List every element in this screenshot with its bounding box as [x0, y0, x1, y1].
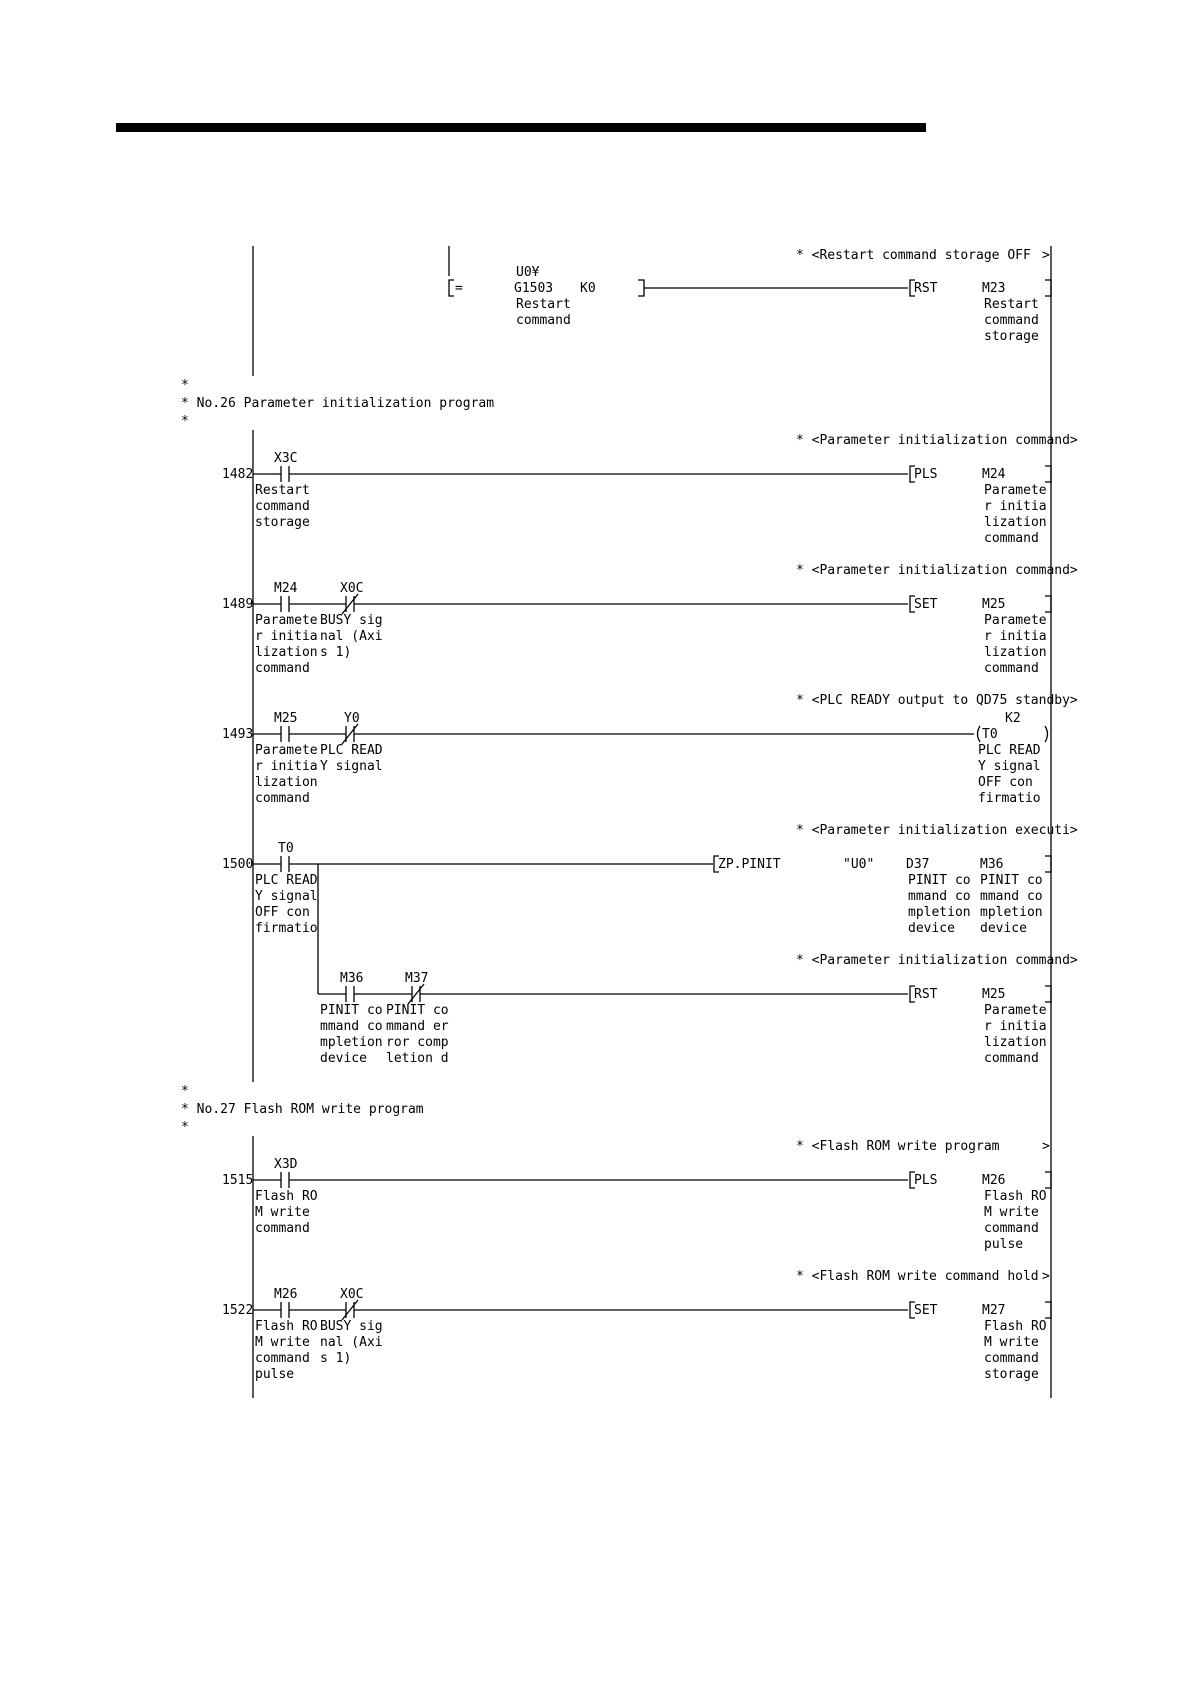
contact-comment	[386, 1003, 449, 1066]
comparison-device-comment	[516, 297, 571, 328]
svg-text:Flash RO: Flash RO	[984, 1189, 1047, 1204]
instruction-name: PLS	[914, 1173, 938, 1188]
svg-text:Paramete: Paramete	[984, 1003, 1047, 1018]
contact-no	[281, 466, 289, 482]
contact-no	[281, 596, 289, 612]
instruction-bracket-right	[1045, 856, 1051, 872]
rung-comment: * <PLC READY output to QD75 standby>	[796, 693, 1078, 708]
contact-device: M25	[274, 711, 298, 726]
svg-text:r initia: r initia	[984, 629, 1047, 644]
rung-comment: * <Flash ROM write program	[796, 1139, 1000, 1154]
rung-comment: * <Flash ROM write command hold	[796, 1269, 1039, 1284]
operand-comment	[984, 613, 1047, 676]
section-marker: *	[181, 1120, 189, 1135]
svg-text:mmand co: mmand co	[908, 889, 971, 904]
svg-text:mpletion: mpletion	[908, 905, 971, 920]
contact-device: M26	[274, 1287, 298, 1302]
svg-text:PINIT co: PINIT co	[320, 1003, 383, 1018]
instruction-operand: M27	[982, 1303, 1006, 1318]
svg-text:device: device	[980, 921, 1027, 936]
svg-text:firmatio: firmatio	[978, 791, 1041, 806]
svg-text:BUSY sig: BUSY sig	[320, 613, 383, 628]
svg-text:Paramete: Paramete	[984, 483, 1047, 498]
contact-comment	[255, 1319, 318, 1382]
rung-comment: * <Parameter initialization command>	[796, 563, 1078, 578]
svg-text:M write: M write	[984, 1205, 1039, 1220]
svg-text:firmatio: firmatio	[255, 921, 318, 936]
contact-comment	[255, 743, 318, 806]
instruction-bracket-right	[1045, 466, 1051, 482]
contact-device: X0C	[340, 581, 364, 596]
rung-1500	[222, 823, 1078, 1066]
coil-device: T0	[982, 727, 998, 742]
rung-comment: * <Parameter initialization executi>	[796, 823, 1078, 838]
svg-text:PINIT co: PINIT co	[980, 873, 1043, 888]
svg-text:letion d: letion d	[386, 1051, 449, 1066]
rung-1522	[222, 1269, 1051, 1382]
instruction-name: SET	[914, 597, 938, 612]
svg-text:Paramete: Paramete	[255, 613, 318, 628]
svg-text:lization: lization	[984, 1035, 1047, 1050]
rung-comment: * <Parameter initialization command>	[796, 433, 1078, 448]
step-number: 1522	[222, 1303, 254, 1318]
svg-text:BUSY sig: BUSY sig	[320, 1319, 383, 1334]
svg-text:PLC READ: PLC READ	[320, 743, 383, 758]
contact-device: X3C	[274, 451, 298, 466]
svg-text:Flash RO: Flash RO	[255, 1189, 318, 1204]
contact-comment	[320, 1319, 383, 1366]
svg-text:command: command	[255, 1221, 310, 1236]
instruction-name: PLS	[914, 467, 938, 482]
section-marker: *	[181, 1084, 189, 1099]
comparison-operator: =	[455, 281, 463, 296]
instruction-operand: M23	[982, 281, 1006, 296]
step-number: 1493	[222, 727, 254, 742]
coil-left	[978, 726, 981, 742]
instruction-operand: M24	[982, 467, 1006, 482]
svg-text:pulse: pulse	[255, 1367, 295, 1382]
svg-text:PLC READ: PLC READ	[255, 873, 318, 888]
contact-device: Y0	[344, 711, 360, 726]
svg-text:r initia: r initia	[984, 499, 1047, 514]
svg-text:lization: lization	[984, 645, 1047, 660]
svg-text:command: command	[984, 531, 1039, 546]
svg-text:storage: storage	[255, 515, 310, 530]
svg-text:M write: M write	[255, 1205, 310, 1220]
svg-text:OFF con: OFF con	[978, 775, 1033, 790]
svg-text:mpletion: mpletion	[980, 905, 1043, 920]
svg-text:PINIT co: PINIT co	[386, 1003, 449, 1018]
svg-text:Flash RO: Flash RO	[984, 1319, 1047, 1334]
contact-comment	[255, 483, 310, 530]
svg-text:lization: lization	[255, 645, 318, 660]
comparison-constant: K0	[580, 281, 596, 296]
svg-text:Flash RO: Flash RO	[255, 1319, 318, 1334]
step-number: 1482	[222, 467, 254, 482]
svg-text:nal (Axi: nal (Axi	[320, 1335, 383, 1350]
instruction-operand: M36	[980, 857, 1004, 872]
svg-text:s 1): s 1)	[320, 1351, 352, 1366]
svg-text:Y signal: Y signal	[255, 889, 318, 904]
svg-text:mmand co: mmand co	[320, 1019, 383, 1034]
contact-comment	[320, 743, 383, 774]
instruction-name: ZP.PINIT	[718, 857, 781, 872]
operand-comment	[984, 1003, 1047, 1066]
step-number: 1515	[222, 1173, 254, 1188]
contact-comment	[320, 1003, 383, 1066]
svg-text:M write: M write	[984, 1335, 1039, 1350]
rung-1515	[222, 1139, 1051, 1252]
svg-text:r initia: r initia	[984, 1019, 1047, 1034]
svg-text:nal (Axi: nal (Axi	[320, 629, 383, 644]
instruction-operand: M25	[982, 597, 1006, 612]
instruction-bracket-right	[1045, 1172, 1051, 1188]
svg-text:storage: storage	[984, 1367, 1039, 1382]
svg-text:ror comp: ror comp	[386, 1035, 449, 1050]
operand-comment	[984, 297, 1039, 344]
comparison-bracket-right	[638, 280, 644, 296]
svg-text:device: device	[908, 921, 955, 936]
svg-text:Restart: Restart	[255, 483, 310, 498]
instruction-name: RST	[914, 987, 938, 1002]
rung-1489	[222, 563, 1078, 676]
step-number: 1500	[222, 857, 254, 872]
instruction-name: SET	[914, 1303, 938, 1318]
section-marker: *	[181, 414, 189, 429]
svg-text:mpletion: mpletion	[320, 1035, 383, 1050]
contact-comment	[255, 613, 318, 676]
comparison-bracket-left	[449, 280, 454, 296]
instruction-bracket-right	[1045, 1302, 1051, 1318]
contact-comment	[320, 613, 383, 660]
svg-text:command: command	[255, 499, 310, 514]
operand-comment	[984, 483, 1047, 546]
contact-device: X3D	[274, 1157, 298, 1172]
svg-text:mmand er: mmand er	[386, 1019, 449, 1034]
contact-no	[281, 1302, 289, 1318]
rung-1482	[222, 433, 1078, 546]
svg-text:command: command	[984, 1351, 1039, 1366]
rung-comment: * <Parameter initialization command>	[796, 953, 1078, 968]
rung-1493	[222, 693, 1078, 806]
contact-no	[281, 856, 289, 872]
svg-text:mmand co: mmand co	[980, 889, 1043, 904]
svg-text:command: command	[255, 791, 310, 806]
svg-text:Restart: Restart	[516, 297, 571, 312]
svg-text:s 1): s 1)	[320, 645, 352, 660]
svg-text:M write: M write	[255, 1335, 310, 1350]
svg-text:PINIT co: PINIT co	[908, 873, 971, 888]
svg-text:OFF con: OFF con	[255, 905, 310, 920]
timer-setting: K2	[1005, 711, 1021, 726]
argument-comment	[908, 873, 971, 936]
comment-close-bracket: >	[1042, 1269, 1050, 1284]
svg-text:pulse: pulse	[984, 1237, 1024, 1252]
contact-no	[281, 1172, 289, 1188]
section-title: * No.26 Parameter initialization program	[181, 396, 495, 411]
comment-close-bracket: >	[1042, 248, 1050, 263]
comparison-device: G1503	[514, 281, 554, 296]
svg-text:command: command	[984, 1051, 1039, 1066]
svg-text:Paramete: Paramete	[984, 613, 1047, 628]
instruction-operand: M26	[982, 1173, 1006, 1188]
svg-text:device: device	[320, 1051, 367, 1066]
svg-text:command: command	[255, 1351, 310, 1366]
operand-comment	[984, 1189, 1047, 1252]
svg-text:lization: lization	[255, 775, 318, 790]
svg-text:Y signal: Y signal	[978, 759, 1041, 774]
operand-comment	[984, 1319, 1047, 1382]
svg-text:r initia: r initia	[255, 629, 318, 644]
svg-text:Y signal: Y signal	[320, 759, 383, 774]
instruction-argument: "U0"	[843, 857, 875, 872]
svg-text:command: command	[984, 313, 1039, 328]
instruction-argument: D37	[906, 857, 930, 872]
svg-text:command: command	[984, 661, 1039, 676]
instruction-bracket-right	[1045, 280, 1051, 296]
instruction-name: RST	[914, 281, 938, 296]
contact-no	[281, 726, 289, 742]
svg-text:Paramete: Paramete	[255, 743, 318, 758]
contact-device: M37	[405, 971, 429, 986]
svg-text:lization: lization	[984, 515, 1047, 530]
contact-comment	[255, 873, 318, 936]
contact-device: X0C	[340, 1287, 364, 1302]
contact-comment	[255, 1189, 318, 1236]
step-number: 1489	[222, 597, 254, 612]
contact-no	[346, 986, 354, 1002]
section-title: * No.27 Flash ROM write program	[181, 1102, 424, 1117]
rung-comment: * <Restart command storage OFF	[796, 248, 1031, 263]
svg-text:command: command	[255, 661, 310, 676]
section-marker: *	[181, 378, 189, 393]
svg-text:Restart: Restart	[984, 297, 1039, 312]
svg-text:command: command	[516, 313, 571, 328]
svg-text:storage: storage	[984, 329, 1039, 344]
svg-text:PLC READ: PLC READ	[978, 743, 1041, 758]
instruction-bracket-right	[1045, 596, 1051, 612]
instruction-bracket-right	[1045, 986, 1051, 1002]
svg-text:r initia: r initia	[255, 759, 318, 774]
svg-text:command: command	[984, 1221, 1039, 1236]
comment-close-bracket: >	[1042, 1139, 1050, 1154]
contact-device: M36	[340, 971, 364, 986]
coil-right	[1045, 726, 1048, 742]
comparison-device-header: U0¥	[516, 265, 540, 280]
operand-comment	[978, 743, 1041, 806]
contact-device: M24	[274, 581, 298, 596]
contact-device: T0	[278, 841, 294, 856]
operand-comment	[980, 873, 1043, 936]
instruction-operand: M25	[982, 987, 1006, 1002]
